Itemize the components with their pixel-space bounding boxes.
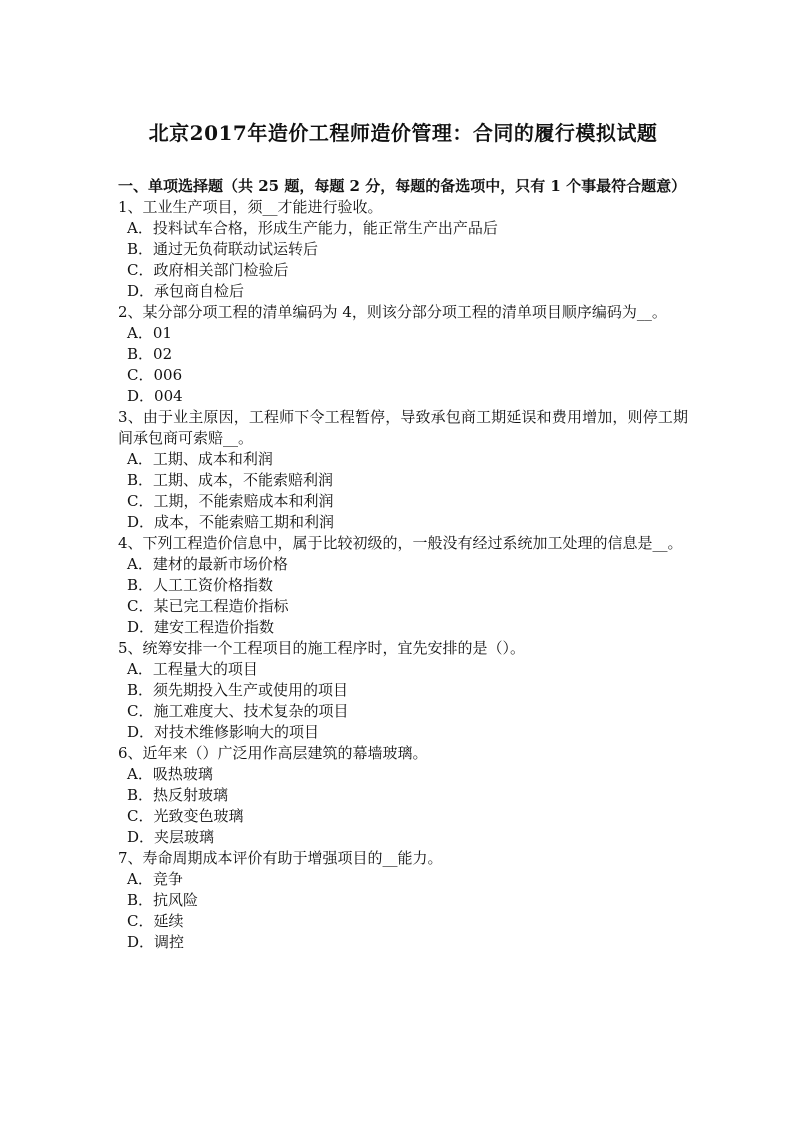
option-b: B．人工工资价格指数 bbox=[127, 576, 274, 594]
option-d: D．建安工程造价指数 bbox=[127, 618, 275, 636]
question-stem: 4、下列工程造价信息中，属于比较初级的，一般没有经过系统加工处理的信息是__。 bbox=[118, 534, 683, 552]
option-list bbox=[118, 764, 688, 848]
option-a: A．竞争 bbox=[127, 870, 183, 888]
option-a: A．投料试车合格，形成生产能力，能正常生产出产品后 bbox=[127, 219, 498, 237]
option-list bbox=[118, 323, 688, 407]
option-b: B．热反射玻璃 bbox=[127, 786, 229, 804]
question-item bbox=[118, 197, 688, 302]
option-b: B．抗风险 bbox=[127, 891, 199, 909]
option-c: C．006 bbox=[127, 366, 183, 384]
question-stem: 2、某分部分项工程的清单编码为 4，则该分部分项工程的清单项目顺序编码为__。 bbox=[118, 303, 667, 321]
question-item bbox=[118, 302, 688, 407]
option-b: B．02 bbox=[127, 345, 173, 363]
question-item bbox=[118, 848, 688, 953]
option-d: D．对技术维修影响大的项目 bbox=[127, 723, 320, 741]
option-list bbox=[118, 449, 688, 533]
option-b: B．通过无负荷联动试运转后 bbox=[127, 240, 319, 258]
question-list bbox=[118, 197, 688, 953]
question-item bbox=[118, 638, 688, 743]
question-item bbox=[118, 743, 688, 848]
option-a: A．吸热玻璃 bbox=[127, 765, 213, 783]
question-item bbox=[118, 533, 688, 638]
option-d: D．调控 bbox=[127, 933, 185, 951]
option-c: C．工期，不能索赔成本和利润 bbox=[127, 492, 334, 510]
option-list bbox=[118, 218, 688, 302]
option-c: C．某已完工程造价指标 bbox=[127, 597, 289, 615]
question-item bbox=[118, 407, 688, 533]
option-c: C．光致变色玻璃 bbox=[127, 807, 244, 825]
option-a: A．工程量大的项目 bbox=[127, 660, 258, 678]
option-c: C．延续 bbox=[127, 912, 184, 930]
question-stem: 6、近年来（）广泛用作高层建筑的幕墙玻璃。 bbox=[118, 744, 428, 762]
document-page bbox=[118, 118, 688, 953]
option-list bbox=[118, 869, 688, 953]
section-heading: 一、单项选择题（共 25 题，每题 2 分，每题的备选项中，只有 1 个事最符合题意） bbox=[118, 177, 687, 195]
option-list bbox=[118, 554, 688, 638]
option-d: D．夹层玻璃 bbox=[127, 828, 215, 846]
option-b: B．须先期投入生产或使用的项目 bbox=[127, 681, 349, 699]
question-stem: 7、寿命周期成本评价有助于增强项目的__能力。 bbox=[118, 849, 443, 867]
option-d: D．承包商自检后 bbox=[127, 282, 245, 300]
question-stem: 3、由于业主原因，工程师下令工程暂停，导致承包商工期延误和费用增加，则停工期间承包商可索赔__。 bbox=[118, 408, 688, 447]
option-a: A．工期、成本和利润 bbox=[127, 450, 273, 468]
option-list bbox=[118, 659, 688, 743]
question-stem: 1、工业生产项目，须__才能进行验收。 bbox=[118, 198, 383, 216]
document-title: 北京2017年造价工程师造价管理：合同的履行模拟试题 bbox=[148, 121, 658, 145]
option-a: A．建材的最新市场价格 bbox=[127, 555, 288, 573]
option-c: C．政府相关部门检验后 bbox=[127, 261, 289, 279]
option-d: D．成本，不能索赔工期和利润 bbox=[127, 513, 335, 531]
option-b: B．工期、成本，不能索赔利润 bbox=[127, 471, 334, 489]
option-d: D．004 bbox=[127, 387, 183, 405]
question-stem: 5、统筹安排一个工程项目的施工程序时，宜先安排的是（）。 bbox=[118, 639, 526, 657]
option-c: C．施工难度大、技术复杂的项目 bbox=[127, 702, 349, 720]
option-a: A．01 bbox=[127, 324, 172, 342]
